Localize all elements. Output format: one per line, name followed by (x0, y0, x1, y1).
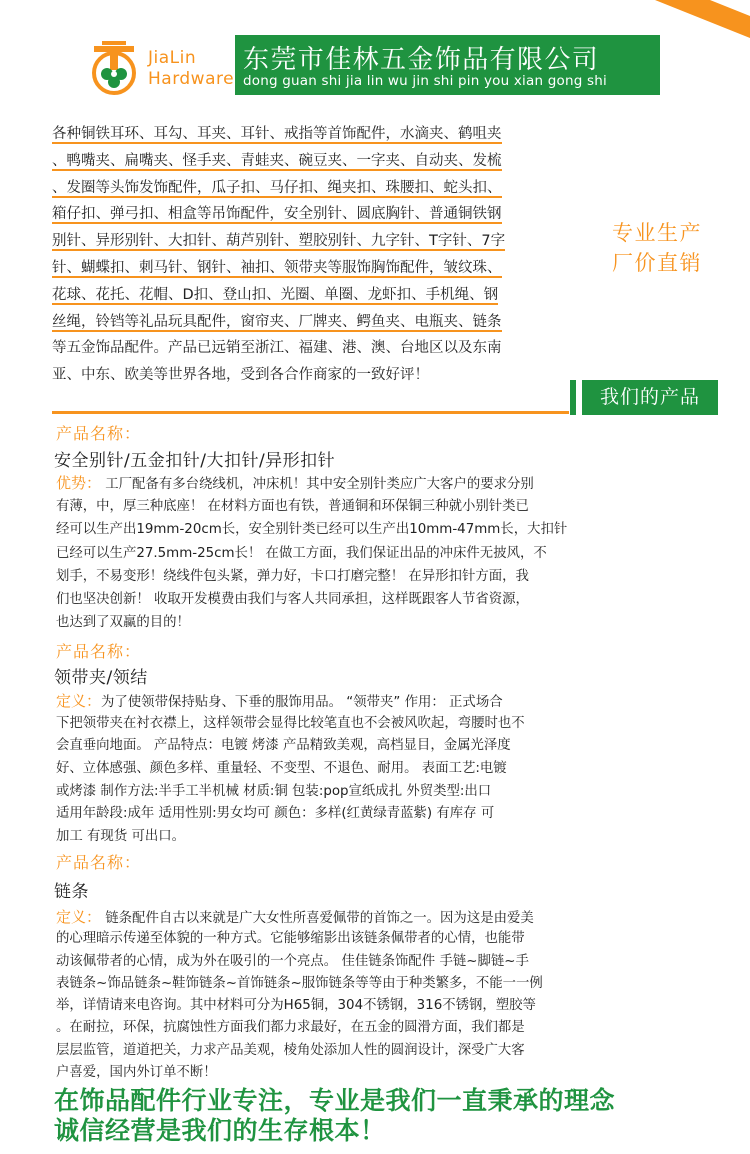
description-line: 定义： 链条配件自古以来就是广大女性所喜爱佩带的首饰之一。因为这是由爱美 (56, 908, 534, 926)
slogan-line1: 专业生产 (612, 221, 702, 245)
description-line: 好、立体感强、颜色多样、重量轻、不变型、不退色、耐用。 表面工艺:电镀 (56, 761, 507, 777)
definition-label: 定义： (56, 692, 102, 710)
brand-line1: JiaLin (148, 48, 197, 68)
intro-line (52, 363, 587, 390)
section-marker (570, 380, 576, 415)
description-line: 层层监管，道道把关，力求产品美观，棱角处添加人性的圆润设计，深受广大客 (56, 1042, 525, 1058)
product-description (56, 472, 696, 634)
product-name-label: 产品名称： (56, 424, 142, 443)
product-name-label: 产品名称： (56, 853, 142, 872)
description-line: 。在耐拉，环保，抗腐蚀性方面我们都力求最好，在五金的圆滑方面，我们都是 (56, 1020, 525, 1036)
section-divider (52, 411, 569, 414)
description-line: 划手，不易变形！绕线件包头紧，弹力好，卡口打磨完整！ 在异形扣针方面，我 (56, 568, 529, 584)
intro-text-segment: 、鸭嘴夹、扁嘴夹、怪手夹、青蛙夹、碗豆夹、一字夹、自动夹、发梳 (52, 152, 502, 169)
description-line: 的心理暗示传递至体貌的一种方式。它能够缩影出该链条佩带者的心情，也能带 (56, 931, 525, 947)
brand-name (148, 48, 234, 90)
description-line: 动该佩带者的心情，成为外在吸引的一个亮点。 佳佳链条饰配件 手链~脚链~手 (56, 953, 529, 969)
product-description (56, 690, 696, 849)
company-name-cn: 东莞市佳林五金饰品有限公司 (243, 45, 600, 75)
intro-line (52, 176, 587, 203)
jialin-logo-icon (84, 40, 144, 98)
intro-text-segment: 丝绳，铃铛等礼品玩具配件，窗帘夹、厂牌夹、鳄鱼夹、电瓶夹、链条 (52, 313, 502, 330)
intro-line (52, 256, 587, 283)
description-line: 或烤漆 制作方法:半手工半机械 材质:铜 包装:pop宣纸成扎 外贸类型:出口 (56, 783, 492, 799)
intro-text-segment: 花球、花托、花帽、D扣、登山扣、光圈、单圈、龙虾扣、手机绳、钢 (52, 286, 499, 303)
intro-line (52, 202, 587, 229)
our-products-heading: 我们的产品 (582, 380, 718, 415)
company-name-pinyin: dong guan shi jia lin wu jin shi pin you xian gong shi (243, 73, 607, 89)
intro-text-segment: 各种铜铁耳环、耳勾、耳夹、耳针、戒指等首饰配件，水滴夹、鹤咀夹 (52, 126, 502, 142)
intro-line (52, 122, 587, 149)
intro-line (52, 310, 587, 337)
description-line: 户喜爱，国内外订单不断！ (56, 1065, 217, 1081)
intro-line (52, 229, 587, 256)
closing-line1: 在饰品配件行业专注，专业是我们一直秉承的理念 (54, 1086, 616, 1115)
description-line: 有薄，中，厚三种底座！ 在材料方面也有铁，普通铜和环保铜三种就小别针类已 (56, 499, 529, 515)
description-line: 举，详情请来电咨询。其中材料可分为H65铜，304不锈钢，316不锈钢，塑胶等 (56, 998, 536, 1014)
intro-line (52, 336, 587, 363)
product-name: 安全别针/五金扣针/大扣针/异形扣针 (54, 451, 336, 471)
product-name-label: 产品名称： (56, 642, 142, 661)
advantage-label: 优势： (56, 474, 102, 492)
slogan-line2: 厂价直销 (612, 251, 702, 275)
intro-text-segment: 针、蝴蝶扣、刺马针、钢针、袖扣、领带夹等服饰胸饰配件，皱纹珠、 (52, 259, 502, 276)
intro-text-segment: 别针、异形别针、大扣针、葫芦别针、塑胶别针、九字针、T字针、7字 (52, 233, 506, 250)
intro-text-segment: 箱仔扣、弹弓扣、相盒等吊饰配件，安全别针、圆底胸针、普通铜铁钢 (52, 206, 502, 223)
description-line: 优势： 工厂配备有多台绕线机，冲床机！其中安全别针类应广大客户的要求分别 (56, 474, 534, 492)
description-line: 适用年龄段:成年 适用性别:男女均可 颜色：多样(红黄绿青蓝紫) 有库存 可 (56, 806, 495, 822)
slogan (612, 218, 702, 278)
company-banner (235, 35, 660, 95)
brand-line2: Hardware (148, 69, 235, 89)
description-line: 表链条~饰品链条~鞋饰链条~首饰链条~服饰链条等等由于种类繁多，不能一一例 (56, 975, 543, 991)
product-name: 领带夹/领结 (54, 668, 148, 688)
description-line: 加工 有现货 可出口。 (56, 829, 186, 845)
closing-slogan (54, 1086, 615, 1146)
product-description (56, 906, 696, 1084)
description-line: 经可以生产出19mm-20cm长，安全别针类已经可以生产出10mm-47mm长，大扣针 (56, 522, 568, 538)
description-line: 会直垂向地面。 产品特点：电镀 烤漆 产品精致美观，高档显目，金属光泽度 (56, 738, 511, 754)
description-line: 下把领带夹在衬衣襟上，这样领带会显得比较笔直也不会被风吹起，弯腰时也不 (56, 715, 525, 731)
description-line: 也达到了双赢的目的！ (56, 615, 190, 631)
corner-decoration-inner (710, 0, 750, 16)
intro-text-segment: 、发圈等头饰发饰配件，瓜子扣、马仔扣、绳夹扣、珠腰扣、蛇头扣、 (52, 179, 502, 196)
intro-line (52, 283, 587, 310)
intro-text-segment: 亚、中东、欧美等世界各地，受到各合作商家的一致好评！ (52, 367, 429, 384)
intro-text (52, 122, 587, 390)
description-line: 已经可以生产27.5mm-25cm长！ 在做工方面，我们保证出品的冲床件无披风，不 (56, 545, 547, 561)
intro-line (52, 149, 587, 176)
description-line: 们也坚决创新！ 收取开发模费由我们与客人共同承担，这样既跟客人节省资源， (56, 591, 529, 607)
product-name: 链条 (54, 882, 89, 902)
definition-label: 定义： (56, 908, 102, 926)
description-line: 定义：为了使领带保持贴身、下垂的服饰用品。 “领带夹” 作用： 正式场合 (56, 692, 503, 710)
intro-text-segment: 等五金饰品配件。产品已远销至浙江、福建、港、澳、台地区以及东南 (52, 340, 502, 357)
closing-line2: 诚信经营是我们的生存根本！ (54, 1116, 386, 1145)
